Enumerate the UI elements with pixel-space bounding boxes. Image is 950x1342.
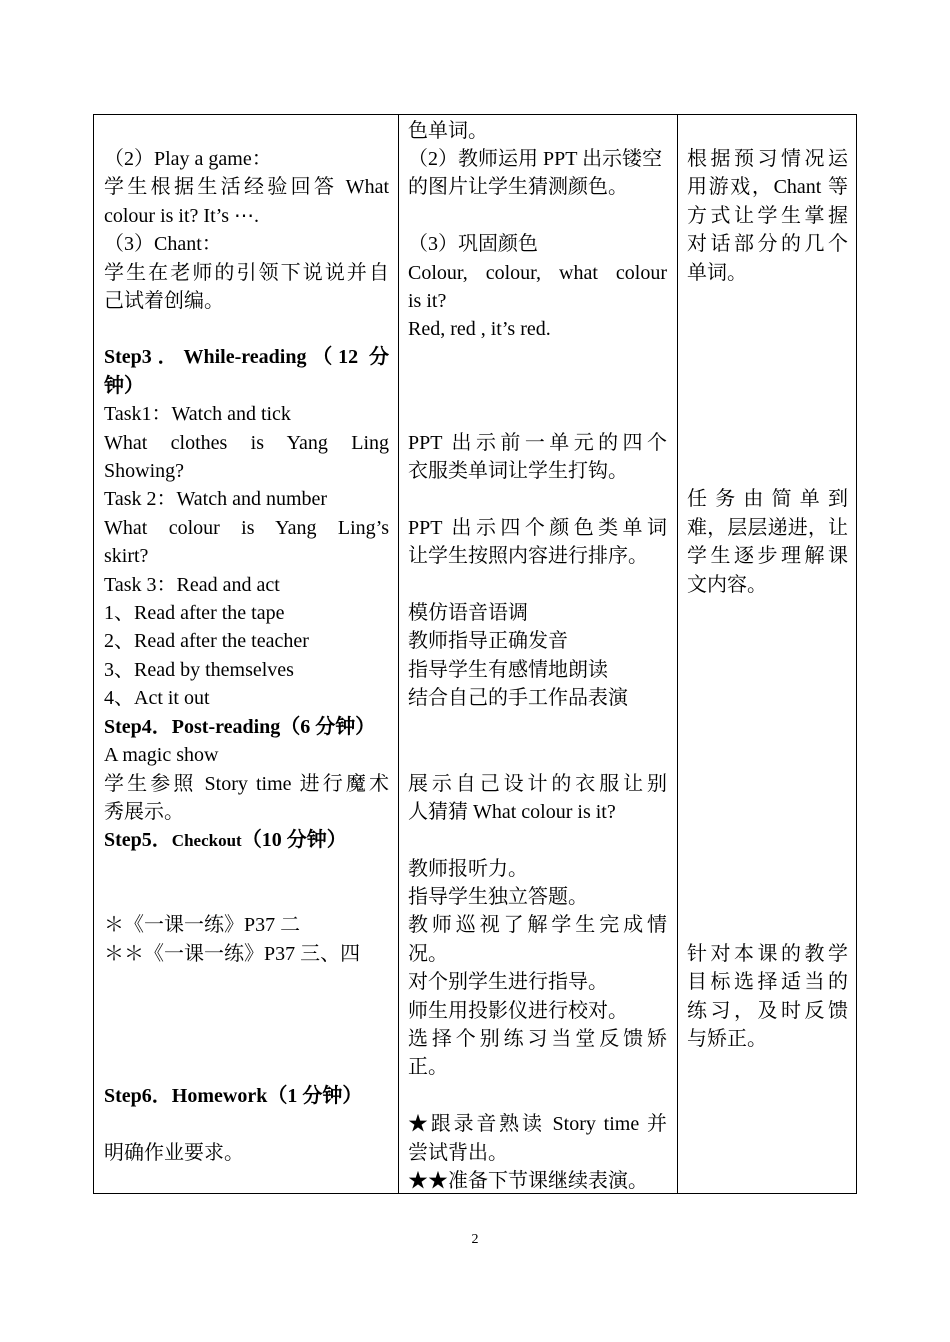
col2-line: 教师指导正确发音 [408, 630, 568, 652]
page-number: 2 [471, 1232, 479, 1247]
col3-line: 任 务 由 简 单 到 [687, 488, 848, 510]
col2-line: 指导学生有感情地朗读 [408, 659, 608, 681]
col3-line: 学生逐步理解课 [687, 545, 848, 567]
col2-line: 师生用投影仪进行校对。 [408, 1000, 628, 1022]
col3-line: 用游戏，Chant 等 [687, 176, 848, 198]
col2-line: 展示自己设计的衣服让别 [408, 773, 667, 795]
column-teacher-actions [398, 115, 678, 1193]
col3-line: 针对本课的教学 [687, 943, 848, 965]
col2-line: Colour, colour, what colour [408, 262, 667, 284]
col1-line: 3、Read by themselves [104, 659, 294, 681]
col2-line: （2）教师运用 PPT 出示镂空 [408, 148, 663, 170]
col2-line: 色单词。 [408, 120, 488, 142]
col1-line: A magic show [104, 744, 219, 766]
col2-line: 指导学生独立答题。 [408, 886, 588, 908]
col1-line: （2）Play a game： [104, 148, 272, 170]
col2-line: 教师巡视了解学生完成情 [408, 914, 667, 936]
col1-line: Step6．Homework（1 分钟） [104, 1085, 363, 1107]
col1-line: （3）Chant： [104, 233, 222, 255]
col3-line: 练习，及时反馈 [687, 1000, 848, 1022]
col1-line: 明确作业要求。 [104, 1142, 244, 1164]
col1-line: Task 2：Watch and number [104, 488, 328, 510]
col2-line: PPT 出示前一单元的四个 [408, 432, 667, 454]
column-design-intent [677, 115, 858, 1193]
col2-line: （3）巩固颜色 [408, 233, 538, 255]
col1-line: What clothes is Yang Ling [104, 432, 389, 454]
col3-line: 目标选择适当的 [687, 971, 848, 993]
col1-line: Step3．While-reading（12 分 [104, 346, 389, 368]
col1-line: 钟） [104, 375, 144, 397]
col1-line: 学生根据生活经验回答 What [104, 176, 389, 198]
col1-line: 2、Read after the teacher [104, 630, 309, 652]
col1-line: 学生参照 Story time 进行魔术 [104, 773, 389, 795]
col1-line: colour is it? It’s ⋯. [104, 205, 259, 227]
col1-line: 1、Read after the tape [104, 602, 285, 624]
col1-line: 秀展示。 [104, 801, 184, 823]
col2-line: 选择个别练习当堂反馈矫 [408, 1028, 667, 1050]
col3-line: 方式让学生掌握 [687, 205, 848, 227]
col3-line: 根据预习情况运 [687, 148, 848, 170]
col1-line: Task1：Watch and tick [104, 403, 291, 425]
col1-line: What colour is Yang Ling’s [104, 517, 389, 539]
col2-line: 模仿语音语调 [408, 602, 528, 624]
col2-line: 对个别学生进行指导。 [408, 971, 608, 993]
col1-line: Step5．Checkout（10 分钟） [104, 829, 347, 851]
col2-line: 让学生按照内容进行排序。 [408, 545, 648, 567]
col2-line: 尝试背出。 [408, 1142, 508, 1164]
col2-line: 况。 [408, 943, 448, 965]
lesson-plan-table [93, 114, 857, 1194]
col2-line: is it? [408, 290, 447, 312]
col1-line: 学生在老师的引领下说说并自 [104, 262, 389, 284]
col1-line: 4、Act it out [104, 687, 210, 709]
col2-line: 衣服类单词让学生打钩。 [408, 460, 628, 482]
col2-line: 结合自己的手工作品表演 [408, 687, 628, 709]
col3-line: 文内容。 [687, 574, 767, 596]
col1-line: 己试着创编。 [104, 290, 224, 312]
column-activities [94, 115, 399, 1193]
col2-line: 人猜猜 What colour is it? [408, 801, 616, 823]
col1-line: ＊＊《一课一练》P37 三、四 [104, 943, 361, 965]
col2-line: PPT 出示四个颜色类单词 [408, 517, 667, 539]
col1-line: Step4．Post-reading（6 分钟） [104, 716, 376, 738]
col1-line: Task 3：Read and act [104, 574, 280, 596]
col2-line: 教师报听力。 [408, 858, 528, 880]
col3-line: 单词。 [687, 262, 747, 284]
col1-line: skirt? [104, 545, 149, 567]
col2-line: ★跟录音熟读 Story time 并 [408, 1113, 667, 1135]
col1-line: Showing? [104, 460, 184, 482]
col3-line: 对话部分的几个 [687, 233, 848, 255]
col2-line: Red, red , it’s red. [408, 318, 551, 340]
col3-line: 与矫正。 [687, 1028, 767, 1050]
col2-line: 正。 [408, 1056, 448, 1078]
col3-line: 难，层层递进，让 [687, 517, 848, 539]
col2-line: ★★准备下节课继续表演。 [408, 1170, 648, 1192]
col2-line: 的图片让学生猜测颜色。 [408, 176, 628, 198]
col1-line: ＊《一课一练》P37 二 [104, 914, 301, 936]
